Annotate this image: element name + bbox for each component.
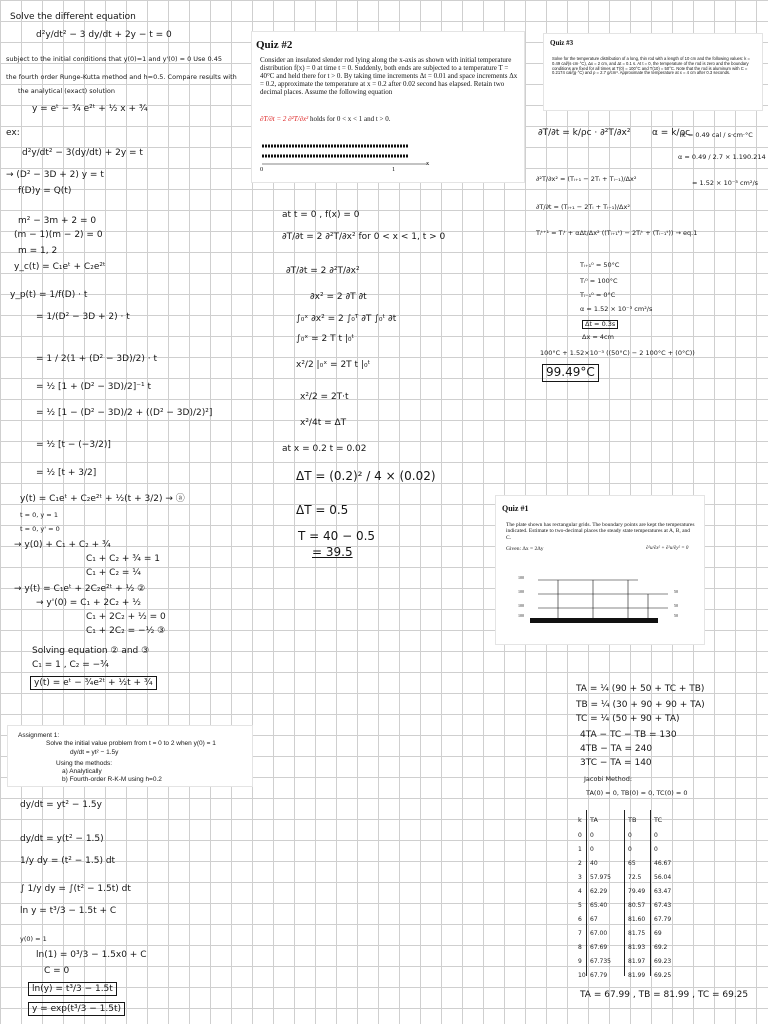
- quiz3-title: Quiz #3: [550, 39, 574, 47]
- col3b-7: Jacobi Method:: [584, 775, 633, 783]
- derivative-3: C₁ + 2C₂ + ½ = 0: [86, 612, 166, 622]
- analytical-line: the analytical (exact) solution: [18, 87, 115, 95]
- method-line: the fourth order Runge-Kutta method and h=0.5. Compare results with: [6, 73, 237, 81]
- col3-16: 99.49°C: [542, 364, 599, 382]
- jacobi-cell: 69.25: [654, 972, 672, 979]
- jacobi-cell: 0: [590, 832, 594, 839]
- jacobi-cell: 67.69: [590, 944, 608, 951]
- jacobi-cell: 79.49: [628, 888, 646, 895]
- particular-step3: = 1 / 2(1 + (D² − 3D)/2) · t: [36, 354, 157, 364]
- quiz2-text: Consider an insulated slender rod lying along the x-axis as shown with initial temperature distribution f(x) = 0 at time t = 0. Suddenly, both ends are subjected to a temperature T = 40°C and held there for t > 0. By taking time increments Δt = 0.01 and space increments Δx = 0.2, approximate the temperature at x = 0.2 after 0.02 second has elapsed. Retain two decimal places. Assume the following equation: [260, 56, 518, 97]
- ivp-10: y = exp(t³/3 − 1.5t): [28, 1002, 125, 1016]
- jacobi-cell: 67: [590, 916, 598, 923]
- quiz1-eq: ∂²u/∂x² + ∂²u/∂y² = 0: [646, 546, 689, 551]
- jacobi-cell: 63.47: [654, 888, 672, 895]
- col2-14: = 39.5: [312, 545, 353, 559]
- col3-10: Tᵢ⁰ = 100°C: [580, 277, 618, 285]
- ex-label: ex:: [6, 128, 20, 138]
- jacobi-cell: 72.5: [628, 874, 642, 881]
- jacobi-cell: 67.43: [654, 902, 672, 909]
- col2-1: at t = 0 , f(x) = 0: [282, 210, 360, 220]
- jacobi-cell: 10: [578, 972, 586, 979]
- col3-11: Tᵢ₋₁⁰ = 0°C: [580, 291, 616, 299]
- operator-short: f(D)y = Q(t): [18, 186, 72, 196]
- constants-line: C₁ = 1 , C₂ = −¾: [32, 660, 109, 670]
- plate-left-label-4: 100: [518, 613, 524, 618]
- jacobi-divider-3: [650, 810, 651, 976]
- jacobi-cell: 0: [628, 832, 632, 839]
- jacobi-cell: 56.04: [654, 874, 672, 881]
- rod-hatch: [262, 146, 408, 156]
- plate-right-label-1: 50: [674, 589, 678, 594]
- particular-step2: = 1/(D² − 3D + 2) · t: [36, 312, 130, 322]
- jacobi-cell: 57.975: [590, 874, 611, 881]
- jacobi-cell: 40: [590, 860, 598, 867]
- apply-ic-1: → y(0) + C₁ + C₂ + ¾: [14, 540, 111, 550]
- col3-12: α = 1.52 × 10⁻³ cm²/s: [580, 305, 653, 313]
- jacobi-cell: 81.75: [628, 930, 646, 937]
- final-solution: y(t) = eᵗ − ¾e²ᵗ + ½t + ¾: [30, 676, 157, 690]
- col2-10: at x = 0.2 t = 0.02: [282, 444, 367, 454]
- col2-13: T = 40 − 0.5: [298, 529, 376, 543]
- jacobi-header-cell: TC: [654, 816, 663, 824]
- ic-1: t = 0, y = 1: [20, 511, 58, 519]
- col3b-2: TB = ¼ (30 + 90 + 90 + TA): [576, 700, 705, 710]
- assignment-title: Assignment 1:: [18, 732, 60, 739]
- col2-6: ∫₀ˣ = 2 T t |₀ᵗ: [296, 334, 355, 344]
- plate-left-label-3: 100: [518, 603, 524, 608]
- jacobi-cell: 4: [578, 888, 582, 895]
- col2-11: ΔT = (0.2)² / 4 × (0.02): [296, 469, 436, 483]
- quiz2-eq-line: [260, 115, 390, 123]
- jacobi-cell: 69.2: [654, 944, 668, 951]
- operator-form: → (D² − 3D + 2) y = t: [6, 170, 104, 180]
- particular-step1: y_p(t) = 1/f(D) · t: [10, 290, 88, 300]
- ivp-4: ∫ 1/y dy = ∫(t² − 1.5t) dt: [20, 884, 131, 894]
- jacobi-header-cell: TA: [590, 816, 598, 824]
- col3-3: k = 0.49 cal / s·cm·°C: [682, 131, 753, 139]
- ivp-2: dy/dt = y(t² − 1.5): [20, 834, 104, 844]
- quiz1-title: Quiz #1: [502, 504, 529, 513]
- col3-6: ∂²T/∂x² = (Tᵢ₊₁ − 2Tᵢ + Tᵢ₋₁)/Δx²: [536, 175, 637, 183]
- rod-axis-one: 1: [392, 166, 396, 173]
- particular-step7: = ½ [t + 3/2]: [36, 468, 97, 478]
- col2-5: ∫₀ˣ ∂x² = 2 ∫₀ᵀ ∂T ∫₀ᵗ ∂t: [296, 314, 397, 324]
- ivp-3: 1/y dy = (t² − 1.5) dt: [20, 856, 116, 866]
- exact-solution: y = eᵗ − ¾ e²ᵗ + ½ x + ¾: [32, 104, 148, 114]
- apply-ic-3: C₁ + C₂ = ¼: [86, 568, 142, 578]
- col2-12: ΔT = 0.5: [296, 503, 349, 517]
- assignment-card: [8, 726, 252, 786]
- jacobi-cell: 80.57: [628, 902, 646, 909]
- plate-left-label-1: 100: [518, 575, 524, 580]
- factor-eq: (m − 1)(m − 2) = 0: [14, 230, 103, 240]
- plate-right-label-3: 50: [674, 613, 678, 618]
- col2-3: ∂T/∂t = 2 ∂²T/∂x²: [286, 266, 360, 276]
- jacobi-cell: 67.735: [590, 958, 611, 965]
- jacobi-cell: 0: [590, 846, 594, 853]
- quiz2-title: Quiz #2: [256, 39, 293, 51]
- jacobi-cell: 65: [628, 860, 636, 867]
- complementary-solution: y_c(t) = C₁eᵗ + C₂e²ᵗ: [14, 262, 106, 272]
- col3-8: Tᵢᵗ⁺¹ = Tᵢᵗ + αΔt/Δx² ((Tᵢ₊₁ᵗ) − 2Tᵢᵗ + (Tᵢ₋₁ᵗ)) → eq.1: [536, 229, 698, 237]
- jacobi-cell: 5: [578, 902, 582, 909]
- derivative-4: C₁ + 2C₂ = −½ ③: [86, 626, 166, 636]
- quiz1-card: [496, 496, 704, 644]
- jacobi-cell: 67.00: [590, 930, 608, 937]
- ode-step: d²y/dt² − 3(dy/dt) + 2y = t: [22, 148, 143, 158]
- rod-axis-zero: 0: [260, 166, 264, 173]
- col3-4: α = 0.49 / 2.7 × 1.190.214: [678, 153, 766, 161]
- col3-9: Tᵢ₊₁⁰ = 50°C: [580, 261, 620, 269]
- jacobi-cell: 6: [578, 916, 582, 923]
- jacobi-divider-2: [624, 810, 625, 976]
- col3b-3: TC = ¼ (50 + 90 + TA): [576, 714, 680, 724]
- col3b-1: TA = ¼ (90 + 50 + TC + TB): [576, 684, 705, 694]
- quiz1-text: The plate shown has rectangular grids. The boundary points are kept the temperatures indicated. Estimate to two-decimal places the steady state temperatures at A, B, and C.: [506, 522, 695, 541]
- jacobi-cell: 9: [578, 958, 582, 965]
- jacobi-cell: 69.23: [654, 958, 672, 965]
- col3b-6: 3TC − TA = 140: [580, 758, 652, 768]
- jacobi-cell: 0: [628, 846, 632, 853]
- col3-13: Δt = 0.3s: [582, 320, 618, 329]
- jacobi-cell: 67.79: [654, 916, 672, 923]
- quiz1-given: Given: Δx = 2Δy: [506, 546, 544, 552]
- jacobi-cell: 65.40: [590, 902, 608, 909]
- initial-conditions: subject to the initial conditions that y(0)=1 and y'(0) = 0 Use 0.45: [6, 55, 222, 63]
- ivp-7: ln(1) = 0³/3 − 1.5x0 + C: [36, 950, 147, 960]
- solving-line: Solving equation ② and ③: [32, 646, 150, 656]
- problem-statement: Solve the different equation: [10, 12, 136, 22]
- quiz2-card: [252, 32, 524, 182]
- ivp-1: dy/dt = yt² − 1.5y: [20, 800, 102, 810]
- plate-left-label-2: 100: [518, 589, 524, 594]
- plate-base: [530, 618, 658, 623]
- quiz2-condition: holds for 0 < x < 1 and t > 0.: [309, 115, 391, 123]
- col3b-8: TA(0) = 0, TB(0) = 0, TC(0) = 0: [586, 789, 688, 797]
- jacobi-cell: 81.99: [628, 972, 646, 979]
- plate-right-label-2: 50: [674, 603, 678, 608]
- col3-2: α = k/ρc: [652, 128, 691, 138]
- particular-step6: = ½ [t − (−3/2)]: [36, 440, 111, 450]
- rod-axis-x: x: [426, 160, 430, 167]
- jacobi-cell: 46.67: [654, 860, 672, 867]
- jacobi-header-cell: TB: [628, 816, 637, 824]
- col3b-4: 4TA − TC − TB = 130: [580, 730, 677, 740]
- col2-2: ∂T/∂t = 2 ∂²T/∂x² for 0 < x < 1, t > 0: [282, 232, 446, 242]
- col3-14: Δx = 4cm: [582, 333, 614, 341]
- jacobi-cell: 0: [578, 832, 582, 839]
- jacobi-cell: 69: [654, 930, 662, 937]
- jacobi-divider-1: [586, 810, 587, 976]
- jacobi-cell: 0: [654, 846, 658, 853]
- col2-4: ∂x² = 2 ∂T ∂t: [310, 292, 367, 302]
- jacobi-cell: 62.29: [590, 888, 608, 895]
- col3-5: = 1.52 × 10⁻³ cm²/s: [692, 179, 759, 187]
- apply-ic-2: C₁ + C₂ + ¾ = 1: [86, 554, 161, 564]
- jacobi-cell: 81.93: [628, 944, 646, 951]
- assignment-methods: Using the methods:: [56, 760, 113, 767]
- col2-7: x²/2 |₀ˣ = 2T t |₀ᵗ: [296, 360, 371, 370]
- derivative-2: → y'(0) = C₁ + 2C₂ + ½: [36, 598, 141, 608]
- quiz3-text: Solve for the temperature distribution of a long, thin rod with a length of 10 cm and the following values: k = 0.49 cal/(s·cm·°C), Δx = 2 cm, and Δt = 0.1 s. At t = 0, the temperature of the rod is zero and the boundary conditions are fixed for all times at T(0) = 100°C and T(10) = 50°C. Note that the rod is aluminum with C = 0.2174 cal/(g·°C) and ρ = 2.7 g/cm³. Approximate the temperature at x = 4 cm after 0.3 seconds.: [552, 56, 750, 76]
- ic-2: t = 0, y' = 0: [20, 525, 60, 533]
- col3b-5: 4TB − TA = 240: [580, 744, 653, 754]
- ode-equation: d²y/dt² − 3 dy/dt + 2y − t = 0: [36, 30, 172, 40]
- assignment-a: a) Analytically: [62, 768, 102, 775]
- col2-8: x²/2 = 2T·t: [300, 392, 349, 402]
- characteristic-eq: m² − 3m + 2 = 0: [18, 216, 97, 226]
- jacobi-cell: 3: [578, 874, 582, 881]
- jacobi-cell: 2: [578, 860, 582, 867]
- assignment-eq: dy/dt = yt² − 1.5y: [70, 749, 119, 756]
- jacobi-cell: 81.60: [628, 916, 646, 923]
- jacobi-cell: 7: [578, 930, 582, 937]
- col2-9: x²/4t = ΔT: [300, 418, 347, 428]
- quiz3-card: [544, 34, 762, 110]
- assignment-b: b) Fourth-order R-K-M using h=0.2: [62, 776, 162, 783]
- jacobi-cell: 67.79: [590, 972, 608, 979]
- final-temperatures: TA = 67.99 , TB = 81.99 , TC = 69.25: [580, 990, 749, 1000]
- jacobi-cell: 0: [654, 832, 658, 839]
- particular-step4: = ½ [1 + (D² − 3D)/2]⁻¹ t: [36, 382, 151, 392]
- ivp-6: y(0) = 1: [20, 935, 47, 943]
- quiz2-equation: ∂T/∂t = 2 ∂²T/∂x²: [260, 115, 309, 123]
- ivp-8: C = 0: [44, 966, 70, 976]
- plate-grid: [518, 572, 678, 632]
- col3-7: ∂T/∂t = (Tᵢ₊₁ − 2Tᵢ + Tᵢ₋₁)/Δx²: [536, 203, 630, 211]
- roots: m = 1, 2: [18, 246, 58, 256]
- ivp-9: ln(y) = t³/3 − 1.5t: [28, 982, 117, 996]
- ivp-5: ln y = t³/3 − 1.5t + C: [20, 906, 117, 916]
- jacobi-cell: 81.97: [628, 958, 646, 965]
- particular-step5: = ½ [1 − (D² − 3D)/2 + ((D² − 3D)/2)²]: [36, 408, 213, 418]
- derivative-1: → y(t) = C₁eᵗ + 2C₂e²ᵗ + ½ ②: [14, 584, 146, 594]
- col3-1: ∂T/∂t = k/ρc · ∂²T/∂x²: [538, 128, 631, 138]
- col3-15: 100°C + 1.52×10⁻³ ((50°C) − 2 100°C + (0°C)): [540, 349, 695, 357]
- general-solution: y(t) = C₁eᵗ + C₂e²ᵗ + ½(t + 3/2) → ⓐ: [20, 494, 185, 504]
- rod-diagram: [258, 140, 438, 180]
- jacobi-cell: 8: [578, 944, 582, 951]
- jacobi-cell: 1: [578, 846, 582, 853]
- jacobi-header-cell: k: [578, 816, 582, 824]
- assignment-line1: Solve the initial value problem from t = 0 to 2 when y(0) = 1: [46, 740, 216, 747]
